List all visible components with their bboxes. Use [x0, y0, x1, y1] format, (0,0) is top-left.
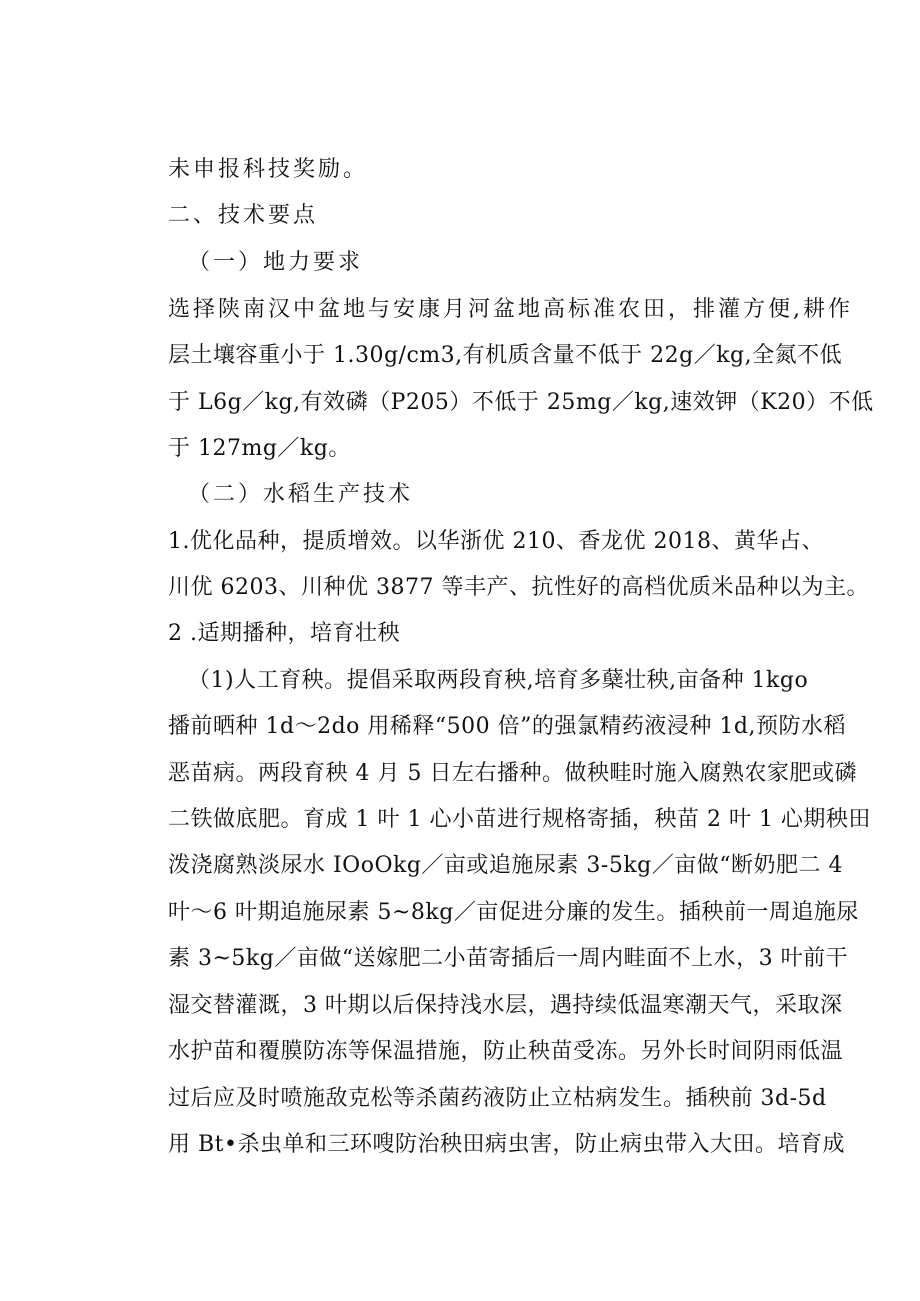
- text-line-21: 过后应及时喷施敌克松等杀菌药液防止立枯病发生。插秧前 3d-5d: [168, 1086, 827, 1111]
- text-line-10: 川优 6203、川种优 3877 等丰产、抗性好的高档优质米品种以为主。: [168, 575, 869, 600]
- item-heading-2: 2 .适期播种，培育壮秧: [168, 621, 400, 646]
- text-line-18: 素 3~5kg／亩做“送嫁肥二小苗寄插后一周内畦面不上水，3 叶前干: [168, 946, 849, 971]
- text-line-4: 选择陕南汉中盆地与安康月河盆地高标准农田，排灌方便,耕作: [168, 297, 853, 322]
- text-line-17: 叶～6 叶期追施尿素 5~8kg／亩促进分廉的发生。插秧前一周追施尿: [168, 900, 859, 925]
- subsection-heading-2: （二）水稻生产技术: [188, 482, 414, 507]
- text-line-5: 层土壤容重小于 1.30g/cm3,有机质含量不低于 22g／kg,全氮不低: [168, 343, 843, 368]
- text-line-15: 二铁做底肥。育成 1 叶 1 心小苗进行规格寄插，秧苗 2 叶 1 心期秧田: [168, 807, 871, 832]
- text-line-7: 于 127mg／kg。: [168, 436, 351, 461]
- text-line-14: 恶苗病。两段育秧 4 月 5 日左右播种。做秧畦时施入腐熟农家肥或磷: [168, 761, 857, 786]
- subsection-heading-1: （一）地力要求: [188, 250, 364, 275]
- text-line-20: 水护苗和覆膜防冻等保温措施，防止秧苗受冻。另外长时间阴雨低温: [168, 1039, 844, 1064]
- text-line-1: 未申报科技奖励。: [168, 157, 369, 182]
- section-heading-2: 二、技术要点: [168, 203, 319, 228]
- text-line-16: 泼浇腐熟淡尿水 IOoOkg／亩或追施尿素 3-5kg／亩做“断奶肥二 4: [168, 853, 843, 878]
- text-line-22: 用 Bt•杀虫单和三环嗖防治秧田病虫害，防止病虫带入大田。培育成: [168, 1132, 845, 1157]
- text-line-9: 1.优化品种，提质增效。以华浙优 210、香龙优 2018、黄华占、: [168, 529, 824, 554]
- text-line-19: 湿交替灌溉，3 叶期以后保持浅水层，遇持续低温寒潮天气，采取深: [168, 993, 843, 1018]
- text-line-6: 于 L6g／kg,有效磷（P205）不低于 25mg／kg,速效钾（K20）不低: [168, 390, 874, 415]
- text-line-13: 播前晒种 1d～2do 用稀释“500 倍”的强氯精药液浸种 1d,预防水稻: [168, 714, 846, 739]
- text-line-12: （1)人工育秧。提倡采取两段育秧,培育多蘖壮秧,亩备种 1kgo: [188, 668, 809, 693]
